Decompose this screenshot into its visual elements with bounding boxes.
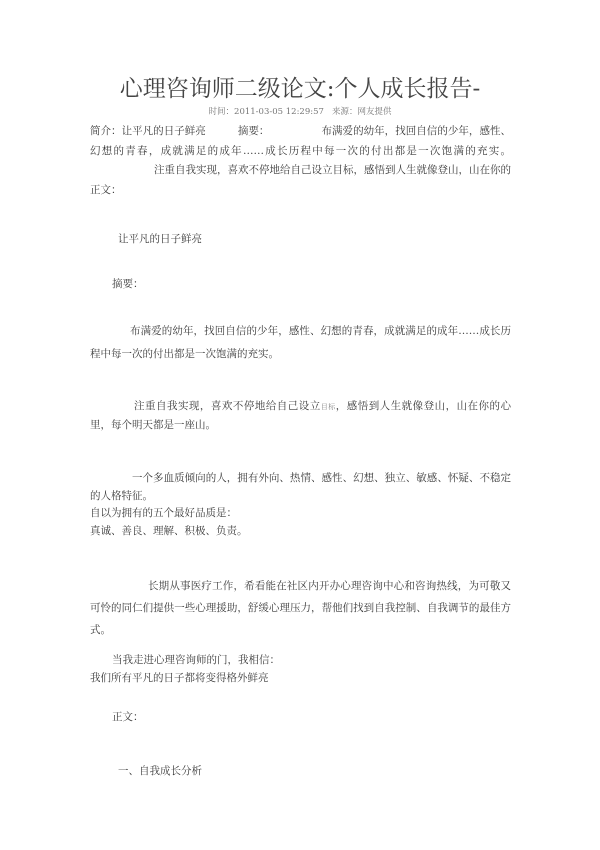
paragraph-2-part-a: 注重自我实现，喜欢不停地给自己设立 <box>134 400 321 412</box>
paragraph-2-inline-link[interactable]: 目标 <box>320 403 336 411</box>
paragraph-4: 长期从事医疗工作，希看能在社区内开办心理咨询中心和咨询热线，为可敬又可怜的同仁们提供一些心理援助，舒缓心理压力，帮他们找到自我控制、自我调节的最佳方式。 <box>90 580 511 636</box>
paragraph-3 <box>90 470 511 540</box>
paragraph-3-line-2: 自以为拥有的五个最好品质是： <box>90 507 237 519</box>
paragraph-2-part-b: ，感悟到人生就像登山，山在你的心里，每个明天都是一座山。 <box>90 400 512 431</box>
paragraph-5-text: 当我走进心理咨询师的门，我相信： <box>112 654 280 666</box>
paragraph-2 <box>90 397 511 434</box>
page-title: 心理咨询师二级论文:个人成长报告- <box>119 76 481 102</box>
paragraph-5 <box>90 652 511 687</box>
intro-title: 让平凡的日子鲜亮 <box>121 125 206 137</box>
paragraph-3-text: 一个多血质倾向的人，拥有外向、热情、感性、幻想、独立、敏感、怀疑、不稳定的人格特征。 <box>90 472 511 502</box>
summary-abstract-text1: 布满爱的幼年，找回自信的少年，感性、幻想的青春，成就满足的成年……成长历程中每一次的付出都是一次饱满的充实。 <box>90 125 512 157</box>
body-label: 正文： <box>112 711 144 723</box>
body-heading: 让平凡的日子鲜亮 <box>118 233 202 245</box>
paragraph-1: 布满爱的幼年，找回自信的少年，感性、幻想的青春，成就满足的成年……成长历程中每一次的付出都是一次饱满的充实。 <box>90 325 511 360</box>
section-heading-1: 一、自我成长分析 <box>118 765 202 777</box>
summary-abstract-text2: 注重自我实现，喜欢不停地给自己设立目标，感悟到人生就像登山，山在你的 <box>154 164 511 176</box>
body-abstract-label: 摘要： <box>112 278 144 290</box>
article-source: 来源：网友提供 <box>331 107 392 117</box>
publish-time: 时间：2011-03-05 12:29:57 <box>208 107 324 117</box>
intro-label: 简介： <box>90 125 122 137</box>
summary-abstract-label: 摘要： <box>237 125 270 137</box>
paragraph-5-line-2: 我们所有平凡的日子都将变得格外鲜亮 <box>90 671 269 684</box>
article-meta <box>60 106 540 118</box>
summary-body-label: 正文： <box>90 183 122 196</box>
paragraph-3-line-3: 真诚、善良、理解、积极、负责。 <box>90 524 248 537</box>
summary-block <box>90 122 511 200</box>
